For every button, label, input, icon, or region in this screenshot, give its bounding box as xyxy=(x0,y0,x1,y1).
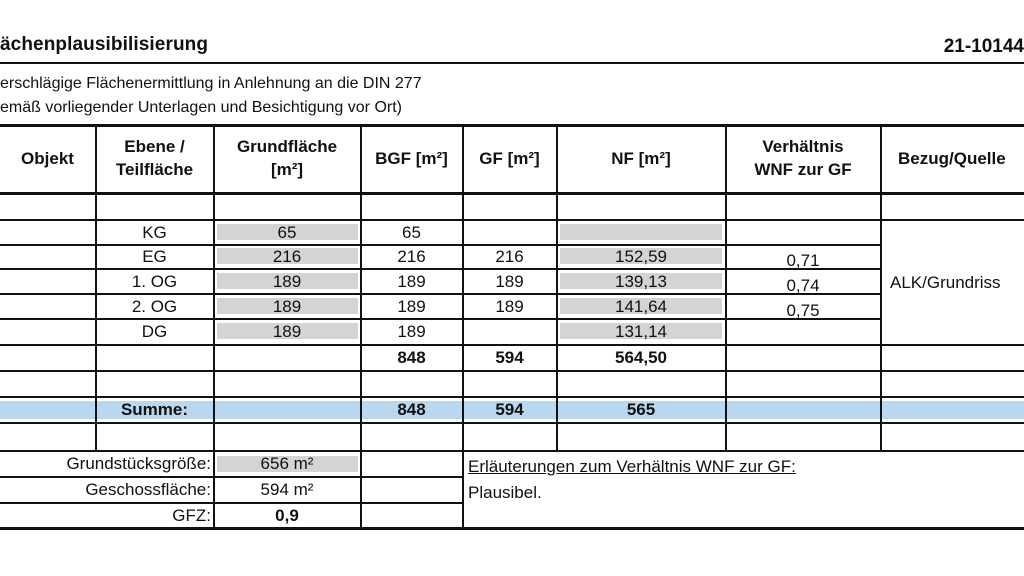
subtitle-line-2: emäß vorliegender Unterlagen und Besichtigung vor Ort) xyxy=(0,99,402,116)
row-1og-nf: 139,13 xyxy=(615,271,667,291)
subtitle-line-1: erschlägige Flächenermittlung in Anlehnung an die DIN 277 xyxy=(0,75,422,92)
grundstueck-value: 656 m² xyxy=(260,454,314,473)
row-2og-ebene: 2. OG xyxy=(131,296,178,316)
col-header-ebene-line2: Teilfläche xyxy=(115,160,194,179)
col-header-verh-line2: WNF zur GF xyxy=(754,160,852,179)
col-header-objekt-label: Objekt xyxy=(21,148,74,168)
row-1og-grund: 189 xyxy=(272,271,302,291)
row-eg-verh: 0,71 xyxy=(786,251,820,270)
subtotal-gf: 594 xyxy=(495,348,524,367)
row-kg-grund: 65 xyxy=(277,222,297,242)
row-eg-ebene: EG xyxy=(142,247,167,266)
col-header-bezug xyxy=(898,127,1024,191)
row-2og-gf: 189 xyxy=(495,296,524,316)
row-dg-bgf: 189 xyxy=(397,322,426,341)
grundstueck-label: Grundstücksgröße: xyxy=(66,454,211,473)
geschoss-value: 594 m² xyxy=(260,480,314,499)
col-header-objekt xyxy=(0,127,95,191)
erlaeuterung-heading: Erläuterungen zum Verhältnis WNF zur GF: xyxy=(468,456,796,476)
col-header-grund-line1: Grundfläche xyxy=(236,137,338,157)
row-dg-grund: 189 xyxy=(272,322,302,341)
row-eg-bgf: 216 xyxy=(397,247,426,266)
col-header-nf-label: NF [m²] xyxy=(611,148,671,168)
summe-nf: 565 xyxy=(626,400,656,419)
col-header-nf xyxy=(557,127,725,191)
col-header-bgf xyxy=(361,127,462,191)
summe-gf: 594 xyxy=(495,400,524,419)
source-cell: ALK/Grundriss xyxy=(890,272,1001,292)
row-1og-bgf: 189 xyxy=(397,271,426,291)
row-dg-nf: 131,14 xyxy=(615,322,667,341)
subtotal-bgf: 848 xyxy=(397,348,426,367)
subtotal-nf: 564,50 xyxy=(615,348,667,367)
document-title: ächenplausibilisierung xyxy=(0,34,209,55)
row-2og-grund: 189 xyxy=(272,296,302,316)
row-2og-verh: 0,75 xyxy=(786,300,820,320)
document-number: 21-10144 xyxy=(943,36,1024,57)
col-header-gf xyxy=(463,127,556,191)
row-1og-gf: 189 xyxy=(495,271,524,291)
row-kg-bgf: 65 xyxy=(402,222,421,242)
row-1og-verh: 0,74 xyxy=(786,275,820,295)
summe-label: Summe: xyxy=(120,400,189,419)
row-dg-ebene: DG xyxy=(141,322,168,341)
col-header-bgf-label: BGF [m²] xyxy=(375,148,448,168)
row-kg-ebene: KG xyxy=(142,222,167,242)
gfz-value: 0,9 xyxy=(275,505,299,525)
summe-bgf: 848 xyxy=(397,400,426,419)
erlaeuterung-text: Plausibel. xyxy=(468,482,542,502)
col-header-grund-line2: [m²] xyxy=(270,160,304,179)
col-header-grund xyxy=(214,127,360,191)
geschoss-label: Geschossfläche: xyxy=(85,480,211,499)
gfz-label: GFZ: xyxy=(172,505,211,525)
col-header-verh-line1: Verhältnis xyxy=(762,137,844,157)
col-header-verhaeltnis xyxy=(726,127,880,191)
row-eg-grund: 216 xyxy=(272,247,302,266)
col-header-ebene xyxy=(96,127,213,191)
col-header-ebene-line1: Ebene / xyxy=(124,137,185,157)
row-eg-nf: 152,59 xyxy=(615,247,667,266)
row-eg-gf: 216 xyxy=(495,247,524,266)
col-header-bezug-label: Bezug/Quelle xyxy=(898,148,1006,168)
row-2og-nf: 141,64 xyxy=(615,296,667,316)
row-2og-bgf: 189 xyxy=(397,296,426,316)
col-header-gf-label: GF [m²] xyxy=(479,148,540,168)
row-1og-ebene: 1. OG xyxy=(131,271,178,291)
